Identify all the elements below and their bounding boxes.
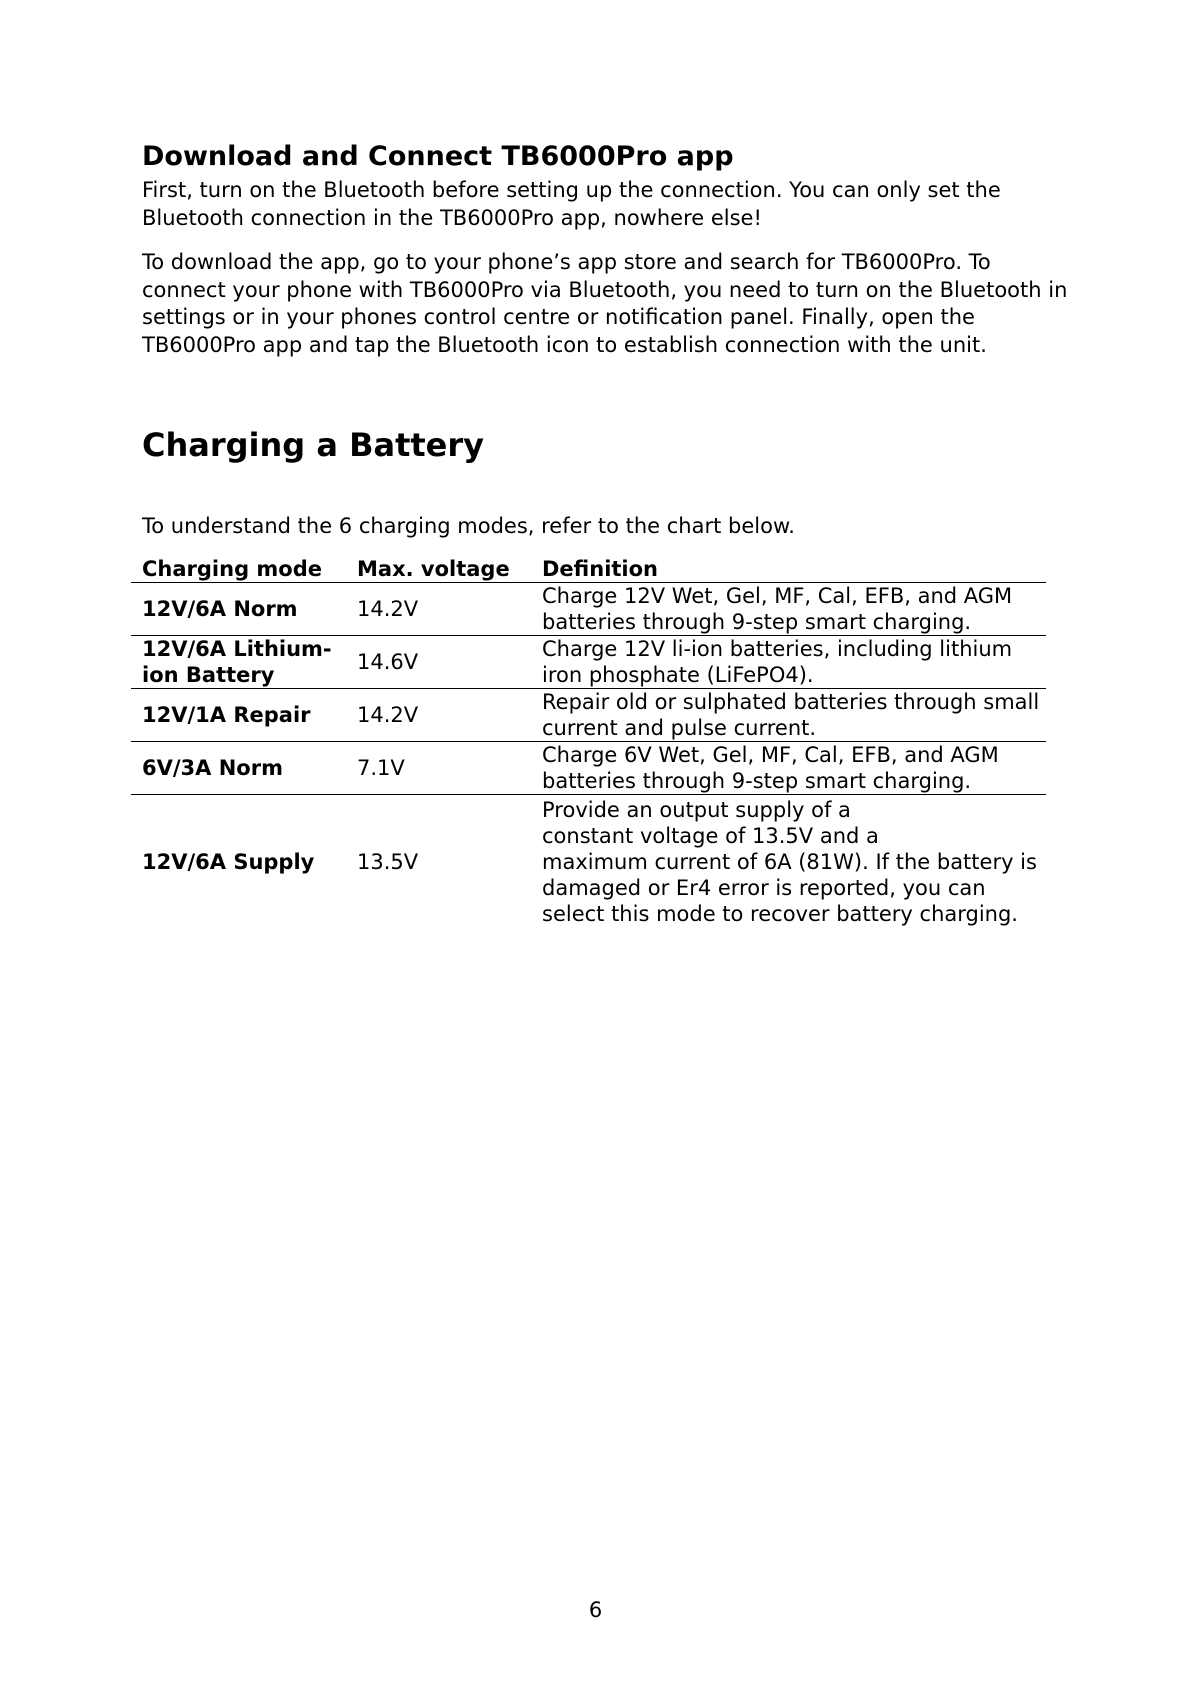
charging-modes-table — [131, 556, 1046, 927]
voltage-cell: 13.5V — [357, 850, 419, 874]
definition-cell: Charge 6V Wet, Gel, MF, Cal, EFB, and AGM batteries through 9-step smart charging. — [531, 742, 1046, 795]
voltage-cell: 14.2V — [346, 583, 531, 636]
app-section-heading: Download and Connect TB6000Pro app — [142, 141, 734, 172]
definition-line: constant voltage of 13.5V and a — [542, 824, 879, 848]
definition-cell: Repair old or sulphated batteries through small current and pulse current. — [531, 689, 1046, 742]
charging-section-heading: Charging a Battery — [142, 426, 484, 464]
app-paragraph-2: To download the app, go to your phone’s app store and search for TB6000Pro. To connect your phone with TB6000Pro via Bluetooth, you need to turn on the Bluetooth in settings or in your phones control centre or notification panel. Finally, open the TB6000Pro app and tap the Bluetooth icon to establish connection with the unit. — [142, 250, 1068, 357]
table-row — [131, 795, 1046, 928]
definition-cell: Charge 12V Wet, Gel, MF, Cal, EFB, and AGM batteries through 9-step smart charging. — [531, 583, 1046, 636]
definition-cell: Charge 12V li-ion batteries, including lithium iron phosphate (LiFePO4). — [531, 636, 1046, 689]
voltage-cell: 7.1V — [346, 742, 531, 795]
table-row — [131, 636, 1046, 689]
voltage-cell: 14.2V — [346, 689, 531, 742]
definition-line: maximum current of 6A (81W). If the battery is damaged or Er4 error is reported, you can select this mode to recover battery charging. — [542, 850, 1037, 926]
header-max-voltage: Max. voltage — [346, 556, 531, 583]
charging-intro: To understand the 6 charging modes, refer to the chart below. — [142, 514, 795, 538]
table-row — [131, 742, 1046, 795]
voltage-cell: 14.6V — [346, 636, 531, 689]
app-paragraph-1: First, turn on the Bluetooth before setting up the connection. You can only set the Bluetooth connection in the TB6000Pro app, nowhere else! — [142, 178, 1001, 230]
mode-cell: 12V/6A Supply — [142, 850, 315, 874]
mode-cell: 12V/6A Norm — [131, 583, 346, 636]
header-definition: Definition — [531, 556, 1046, 583]
table-row — [131, 583, 1046, 636]
mode-cell: 12V/6A Lithium-ion Battery — [131, 636, 346, 689]
mode-cell: 6V/3A Norm — [131, 742, 346, 795]
definition-line: Provide an output supply of a — [542, 798, 851, 822]
table-row — [131, 689, 1046, 742]
page-number: 6 — [588, 1598, 603, 1622]
definition-cell — [531, 795, 1046, 928]
header-charging-mode: Charging mode — [131, 556, 346, 583]
mode-cell: 12V/1A Repair — [131, 689, 346, 742]
table-header-row — [131, 556, 1046, 583]
